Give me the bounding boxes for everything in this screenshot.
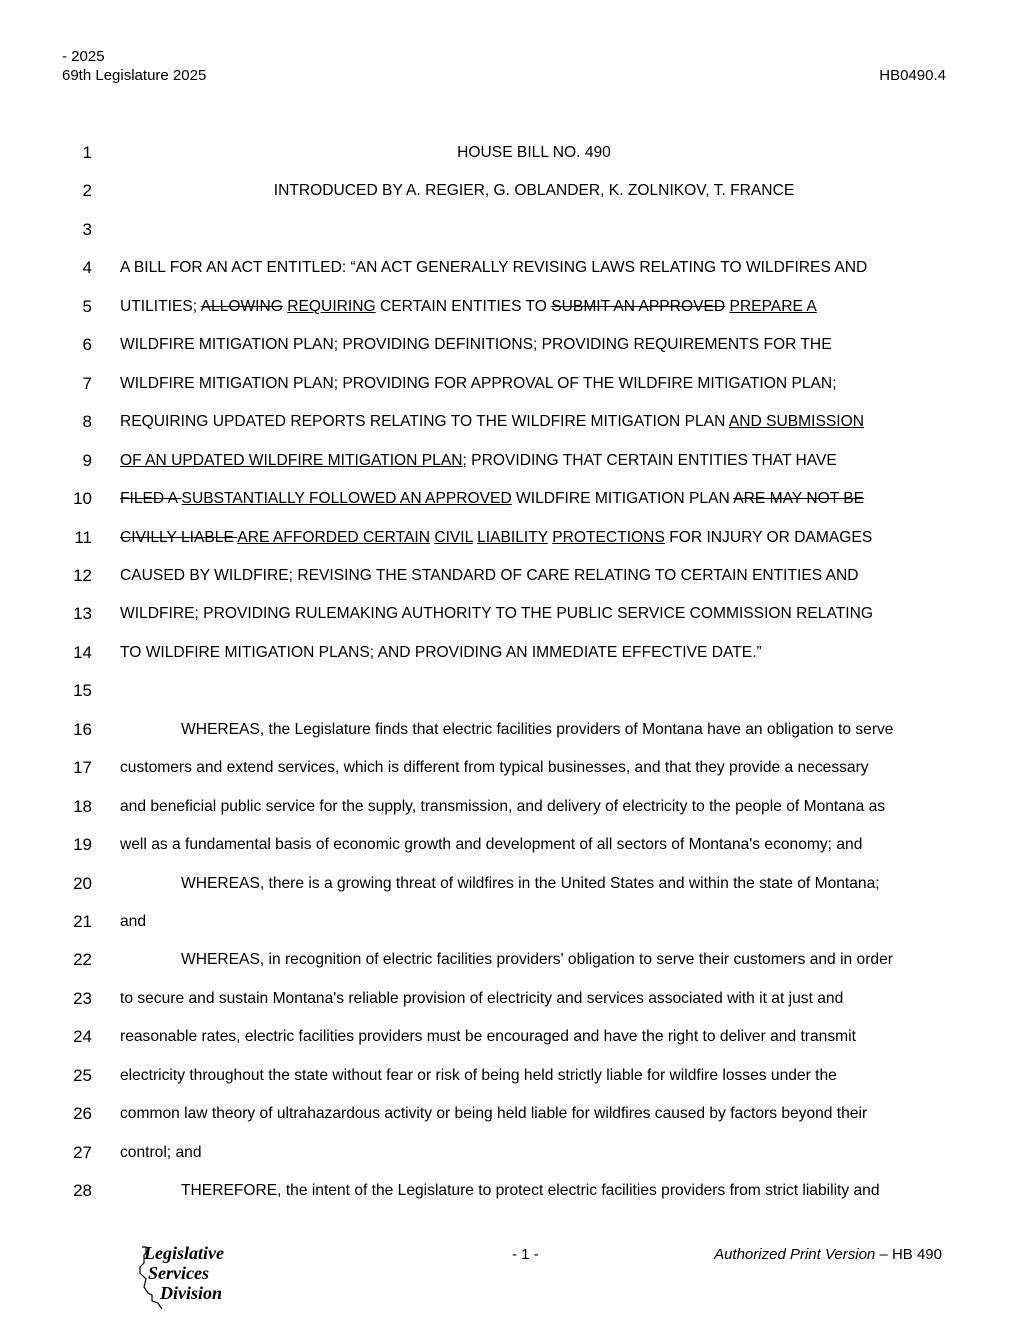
line-number: 27 bbox=[73, 1142, 92, 1162]
bill-line bbox=[62, 410, 952, 434]
inserted-text: REQUIRING bbox=[287, 297, 376, 315]
line-text bbox=[120, 295, 948, 319]
inserted-text: OF AN UPDATED WILDFIRE MITIGATION PLAN bbox=[120, 451, 463, 469]
inserted-text: AND SUBMISSION bbox=[728, 413, 864, 431]
line-text bbox=[120, 1141, 948, 1165]
line-number: 15 bbox=[73, 681, 92, 701]
line-text bbox=[120, 333, 948, 357]
line-number: 26 bbox=[73, 1104, 92, 1124]
line-number: 20 bbox=[73, 873, 92, 893]
header-year-line: - 2025 bbox=[62, 48, 105, 65]
line-text bbox=[120, 602, 948, 626]
bill-line bbox=[62, 526, 952, 550]
text-segment: WILDFIRE MITIGATION PLAN bbox=[511, 490, 734, 508]
bill-line bbox=[62, 872, 952, 896]
struck-text: ALLOWING bbox=[200, 297, 283, 315]
text-segment: WHEREAS, there is a growing threat of wildfires in the United States and within the state of Montana; bbox=[181, 874, 880, 892]
text-segment: WILDFIRE MITIGATION PLAN; PROVIDING FOR APPROVAL OF THE WILDFIRE MITIGATION PLAN; bbox=[120, 374, 837, 392]
line-text bbox=[120, 795, 948, 819]
text-segment: INTRODUCED BY A. REGIER, G. OBLANDER, K. ZOLNIKOV, T. FRANCE bbox=[273, 182, 795, 200]
line-text bbox=[120, 987, 948, 1011]
line-number: 16 bbox=[73, 719, 92, 739]
line-text bbox=[120, 756, 948, 780]
line-text bbox=[120, 179, 948, 203]
bill-line bbox=[62, 1025, 952, 1049]
bill-line bbox=[62, 987, 952, 1011]
bill-line bbox=[62, 372, 952, 396]
bill-line bbox=[62, 641, 952, 665]
struck-text: SUBMIT AN APPROVED bbox=[551, 297, 726, 315]
text-segment: common law theory of ultrahazardous activity or being held liable for wildfires caused by factors beyond their bbox=[120, 1105, 868, 1123]
bill-line bbox=[62, 718, 952, 742]
line-number: 21 bbox=[73, 912, 92, 931]
bill-line bbox=[62, 179, 952, 203]
text-segment: ; PROVIDING THAT CERTAIN ENTITIES THAT HAVE bbox=[462, 451, 837, 469]
header-legislature: 69th Legislature 2025 bbox=[62, 67, 207, 84]
bill-line bbox=[62, 602, 952, 626]
text-segment: CERTAIN ENTITIES TO bbox=[375, 297, 552, 315]
line-number: 25 bbox=[73, 1065, 92, 1085]
line-text bbox=[120, 526, 948, 550]
line-number: 18 bbox=[73, 796, 92, 816]
struck-text: CIVILLY LIABLE bbox=[120, 528, 238, 546]
line-number: 2 bbox=[82, 181, 92, 201]
inserted-text: ARE AFFORDED CERTAIN bbox=[237, 528, 430, 546]
footer-print-version-bill: – HB 490 bbox=[875, 1246, 942, 1263]
legislative-services-division-logo bbox=[132, 1243, 252, 1313]
inserted-text: PROTECTIONS bbox=[552, 528, 665, 546]
struck-text: FILED A bbox=[120, 490, 182, 508]
bill-line bbox=[62, 256, 952, 280]
text-segment: control; and bbox=[120, 1143, 202, 1161]
bill-line bbox=[62, 218, 952, 242]
line-number: 13 bbox=[73, 604, 92, 624]
text-segment: A BILL FOR AN ACT ENTITLED: “AN ACT GENERALLY REVISING LAWS RELATING TO WILDFIRES AND bbox=[120, 259, 868, 277]
text-segment: WILDFIRE; PROVIDING RULEMAKING AUTHORITY TO THE PUBLIC SERVICE COMMISSION RELATING bbox=[120, 605, 873, 623]
line-number: 8 bbox=[82, 412, 92, 432]
struck-text: ARE MAY NOT BE bbox=[733, 490, 865, 508]
text-segment: FOR INJURY OR DAMAGES bbox=[664, 528, 873, 546]
line-text bbox=[120, 141, 948, 165]
logo-line-legislative: Legislative bbox=[144, 1243, 224, 1263]
text-segment: electricity throughout the state without fear or risk of being held strictly liable for wildfire losses under the bbox=[120, 1066, 837, 1084]
line-number: 9 bbox=[82, 450, 92, 470]
text-segment: CAUSED BY WILDFIRE; REVISING THE STANDARD OF CARE RELATING TO CERTAIN ENTITIES AND bbox=[120, 566, 859, 584]
logo-line-services: Services bbox=[148, 1263, 209, 1283]
text-segment: customers and extend services, which is different from typical businesses, and that they provide a necessary bbox=[120, 759, 869, 777]
text-segment: well as a fundamental basis of economic growth and development of all sectors of Montana's economy; and bbox=[120, 836, 863, 854]
text-segment: THEREFORE, the intent of the Legislature to protect electric facilities providers from strict liability and bbox=[181, 1182, 880, 1200]
bill-line bbox=[62, 1064, 952, 1088]
bill-line bbox=[62, 833, 952, 857]
line-number: 12 bbox=[73, 565, 92, 585]
bill-line bbox=[62, 910, 952, 934]
inserted-text: CIVIL bbox=[434, 528, 473, 546]
bill-line bbox=[62, 948, 952, 972]
bill-line bbox=[62, 756, 952, 780]
line-text bbox=[120, 718, 1009, 742]
bill-line bbox=[62, 564, 952, 588]
line-text bbox=[120, 487, 948, 511]
header-bill-id: HB0490.4 bbox=[879, 67, 946, 84]
text-segment: and beneficial public service for the supply, transmission, and delivery of electricity to the people of Montana as bbox=[120, 797, 886, 815]
text-segment: TO WILDFIRE MITIGATION PLANS; AND PROVIDING AN IMMEDIATE EFFECTIVE DATE.” bbox=[120, 643, 762, 661]
line-number: 1 bbox=[82, 143, 92, 162]
line-number: 6 bbox=[82, 335, 92, 355]
bill-line bbox=[62, 449, 952, 473]
line-text bbox=[120, 256, 948, 280]
line-number: 11 bbox=[74, 527, 92, 547]
line-number: 23 bbox=[73, 988, 92, 1008]
footer-page-number: - 1 - bbox=[512, 1246, 539, 1263]
line-text bbox=[120, 372, 948, 396]
text-segment: REQUIRING UPDATED REPORTS RELATING TO THE WILDFIRE MITIGATION PLAN bbox=[120, 413, 729, 431]
inserted-text: SUBSTANTIALLY FOLLOWED AN APPROVED bbox=[181, 490, 512, 508]
footer-print-version bbox=[714, 1246, 942, 1263]
line-text bbox=[120, 564, 948, 588]
line-text bbox=[120, 449, 948, 473]
text-segment: WHEREAS, the Legislature finds that electric facilities providers of Montana have an obligation to serve bbox=[181, 720, 894, 738]
line-text bbox=[120, 1025, 948, 1049]
line-number: 19 bbox=[73, 835, 92, 855]
line-number: 17 bbox=[73, 758, 92, 778]
bill-line bbox=[62, 487, 952, 511]
bill-line bbox=[62, 141, 952, 165]
line-text bbox=[120, 948, 1009, 972]
bill-line bbox=[62, 795, 952, 819]
line-number: 14 bbox=[73, 642, 92, 662]
line-number: 22 bbox=[73, 950, 92, 970]
text-segment: WHEREAS, in recognition of electric facilities providers' obligation to serve their customers and in order bbox=[181, 951, 893, 969]
line-number: 4 bbox=[82, 258, 92, 278]
line-number: 28 bbox=[73, 1181, 92, 1201]
line-text bbox=[120, 1179, 1009, 1203]
line-text bbox=[120, 410, 948, 434]
line-text bbox=[120, 641, 948, 665]
line-text bbox=[120, 1064, 948, 1088]
line-text bbox=[120, 872, 1009, 896]
line-number: 24 bbox=[73, 1027, 92, 1047]
line-text bbox=[120, 910, 948, 934]
bill-line bbox=[62, 295, 952, 319]
bill-line bbox=[62, 1141, 952, 1165]
text-segment: WILDFIRE MITIGATION PLAN; PROVIDING DEFINITIONS; PROVIDING REQUIREMENTS FOR THE bbox=[120, 336, 832, 354]
text-segment: to secure and sustain Montana's reliable provision of electricity and services associated with it at just and bbox=[120, 989, 844, 1007]
footer-print-version-label: Authorized Print Version bbox=[714, 1246, 876, 1263]
text-segment: and bbox=[120, 913, 147, 930]
inserted-text: LIABILITY bbox=[477, 528, 548, 546]
line-number: 7 bbox=[82, 373, 92, 393]
inserted-text: PREPARE A bbox=[729, 297, 817, 315]
line-number: 10 bbox=[73, 489, 92, 509]
text-segment: reasonable rates, electric facilities providers must be encouraged and have the right to deliver and transmit bbox=[120, 1028, 856, 1046]
bill-line bbox=[62, 679, 952, 703]
line-number: 3 bbox=[82, 219, 92, 239]
text-segment: HOUSE BILL NO. 490 bbox=[457, 144, 611, 161]
line-text bbox=[120, 1102, 948, 1126]
line-text bbox=[120, 833, 948, 857]
bill-line bbox=[62, 1179, 952, 1203]
logo-line-division: Division bbox=[160, 1283, 223, 1303]
bill-line bbox=[62, 1102, 952, 1126]
bill-line bbox=[62, 333, 952, 357]
text-segment: UTILITIES; bbox=[120, 297, 201, 315]
line-number: 5 bbox=[82, 296, 92, 316]
